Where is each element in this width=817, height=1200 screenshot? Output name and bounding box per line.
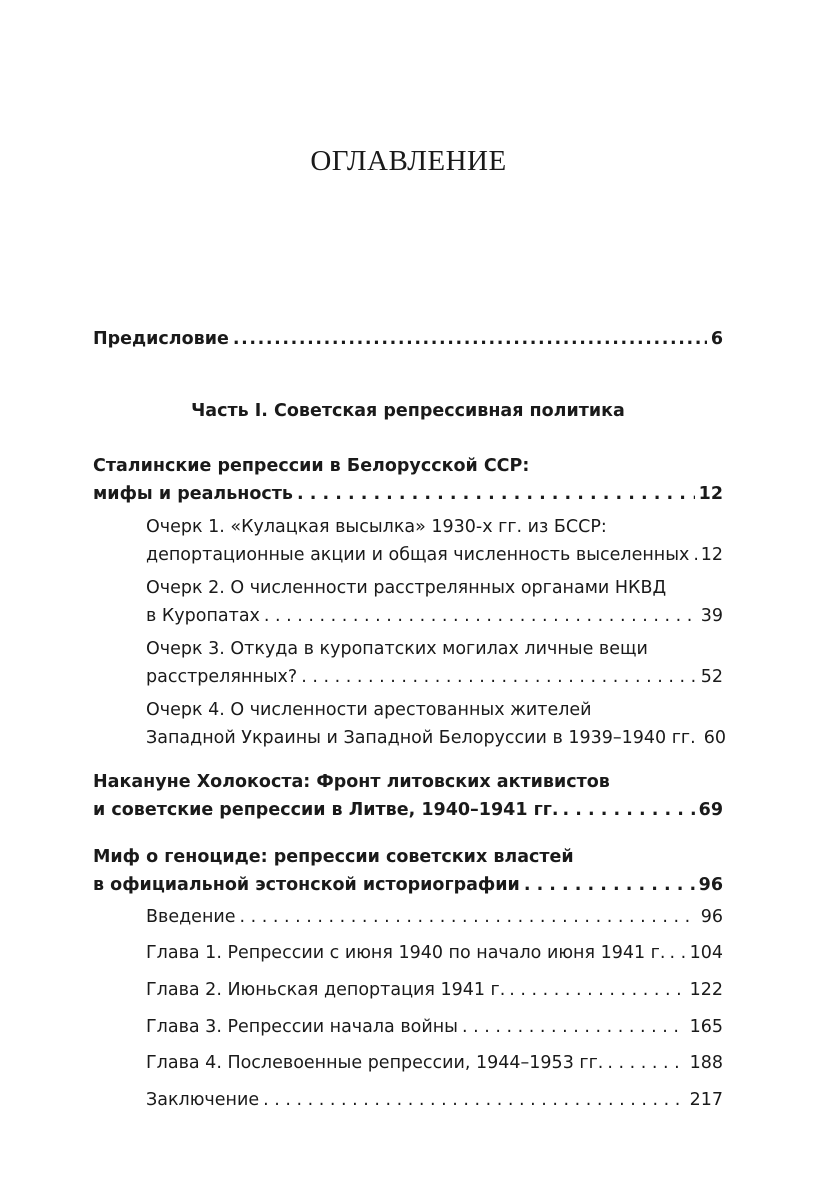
dot-leader xyxy=(669,939,685,967)
dot-leader xyxy=(264,602,697,630)
toc-page-number: 52 xyxy=(700,667,723,687)
toc-entry-text: в официальной эстонской историографии xyxy=(93,875,520,895)
toc-page-number: 60 xyxy=(703,728,726,748)
dot-leader xyxy=(509,976,685,1004)
toc-subentry[interactable] xyxy=(146,635,723,691)
dot-leader xyxy=(233,325,707,353)
toc-entry-text: Глава 1. Репрессии с июня 1940 по начало июня 1941 г. xyxy=(146,943,666,963)
toc-subentry[interactable] xyxy=(146,939,723,967)
toc-subentry[interactable] xyxy=(146,1086,723,1114)
toc-entry-text: Глава 3. Репрессии начала войны xyxy=(146,1017,458,1037)
toc-entry-text: Очерк 1. «Кулацкая высылка» 1930-х гг. из БССР: xyxy=(146,517,607,537)
toc-entry-text: Заключение xyxy=(146,1090,260,1110)
dot-leader xyxy=(301,663,697,691)
toc-entry-text: Накануне Холокоста: Фронт литовских активистов xyxy=(93,772,610,792)
toc-page-number: 165 xyxy=(689,1017,723,1037)
toc-entry-line xyxy=(146,541,723,569)
toc-page-number: 69 xyxy=(698,800,723,820)
toc-page-number: 12 xyxy=(700,545,723,565)
toc-entry-line xyxy=(93,480,723,508)
toc-page-number: 104 xyxy=(689,943,723,963)
toc-subentry[interactable] xyxy=(146,903,723,931)
toc-entry-line xyxy=(93,796,723,824)
toc-entry-text: Очерк 3. Откуда в куропатских могилах личные вещи xyxy=(146,639,648,659)
toc-subentry[interactable] xyxy=(146,1049,723,1077)
toc-entry-text: Очерк 2. О численности расстрелянных органами НКВД xyxy=(146,578,667,598)
dot-leader xyxy=(240,903,697,931)
dot-leader xyxy=(524,871,695,899)
toc-entry-text: депортационные акции и общая численность выселенных xyxy=(146,545,690,565)
toc-section-estonia[interactable] xyxy=(93,843,723,899)
toc-entry-text: мифы и реальность xyxy=(93,484,293,504)
toc-entry-text: Глава 2. Июньская депортация 1941 г. xyxy=(146,980,506,1000)
toc-entry-text: Сталинские репрессии в Белорусской ССР: xyxy=(93,456,530,476)
toc-entry-preface[interactable] xyxy=(93,325,723,353)
toc-entry-text: в Куропатах xyxy=(146,606,260,626)
toc-page-number: 6 xyxy=(710,329,723,349)
part-heading: Часть I. Советская репрессивная политика xyxy=(191,401,625,421)
toc-entry-line xyxy=(146,602,723,630)
toc-page-number: 122 xyxy=(689,980,723,1000)
toc-entry-text: Миф о геноциде: репрессии советских властей xyxy=(93,847,574,867)
toc-subentry[interactable] xyxy=(146,696,726,752)
dot-leader xyxy=(297,480,695,508)
toc-page-number: 96 xyxy=(700,907,723,927)
toc-entry-text: Западной Украины и Западной Белоруссии в 1939–1940 гг. xyxy=(146,728,696,748)
toc-entry-text: Введение xyxy=(146,907,236,927)
dot-leader xyxy=(607,1049,685,1077)
dot-leader xyxy=(263,1086,685,1114)
toc-entry-text: Предисловие xyxy=(93,329,229,349)
toc-page-number: 39 xyxy=(700,606,723,626)
toc-entry-line xyxy=(146,663,723,691)
toc-page-number: 188 xyxy=(689,1053,723,1073)
toc-page-number: 217 xyxy=(689,1090,723,1110)
toc-subentry[interactable] xyxy=(146,976,723,1004)
toc-entry-text: расстрелянных? xyxy=(146,667,298,687)
dot-leader xyxy=(563,796,695,824)
toc-entry-line xyxy=(93,871,723,899)
toc-entry-text: Очерк 4. О численности арестованных жителей xyxy=(146,700,592,720)
toc-section-lithuania[interactable] xyxy=(93,768,723,824)
page-title: ОГЛАВЛЕНИЕ xyxy=(310,145,507,177)
toc-entry-line xyxy=(146,724,726,752)
dot-leader xyxy=(693,541,696,569)
toc-entry-text: Глава 4. Послевоенные репрессии, 1944–1953 гг. xyxy=(146,1053,604,1073)
toc-subentry[interactable] xyxy=(146,574,723,630)
toc-subentry[interactable] xyxy=(146,513,723,569)
dot-leader xyxy=(462,1013,686,1041)
toc-entry-text: и советские репрессии в Литве, 1940–1941 гг. xyxy=(93,800,559,820)
toc-page-number: 12 xyxy=(698,484,723,504)
toc-subentry[interactable] xyxy=(146,1013,723,1041)
toc-page-number: 96 xyxy=(698,875,723,895)
toc-section-belarus[interactable] xyxy=(93,452,723,508)
